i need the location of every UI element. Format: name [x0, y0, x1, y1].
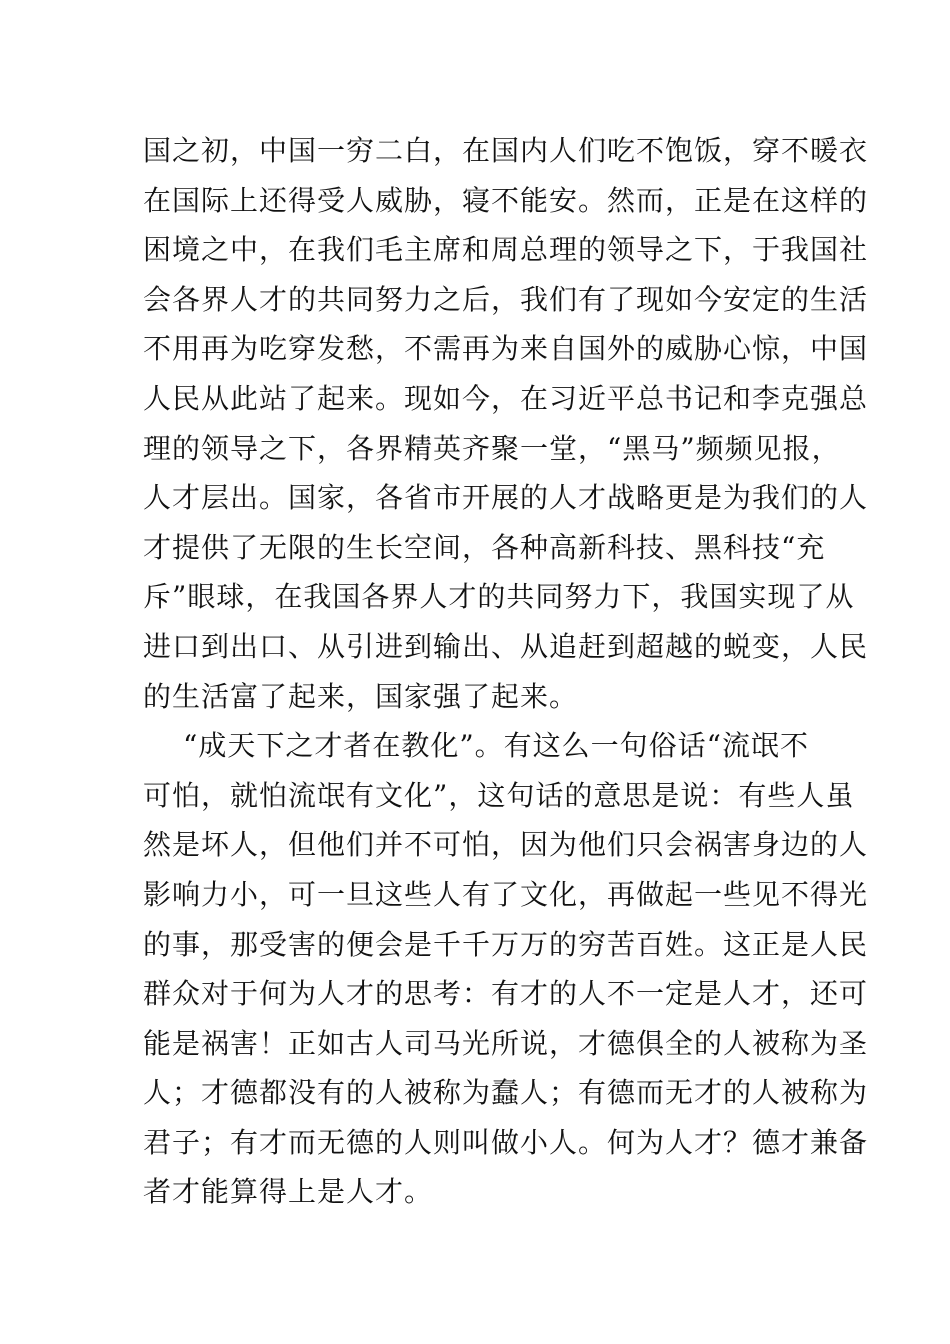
text-line: 者才能算得上是人才。 [143, 1175, 434, 1209]
text-line: 人；才德都没有的人被称为蠢人；有德而无才的人被称为 [143, 1076, 869, 1110]
text-line: 会各界人才的共同努力之后，我们有了现如今安定的生活 [143, 282, 869, 316]
body-text [143, 126, 869, 1217]
text-line: 可怕，就怕流氓有文化”，这句话的意思是说：有些人虽 [143, 778, 855, 812]
text-line: 人民从此站了起来。现如今，在习近平总书记和李克强总 [143, 381, 869, 415]
text-line: 斥”眼球，在我国各界人才的共同努力下，我国实现了从 [143, 580, 855, 614]
text-line: 能是祸害！正如古人司马光所说，才德俱全的人被称为圣 [143, 1026, 869, 1060]
text-line: 然是坏人，但他们并不可怕，因为他们只会祸害身边的人 [143, 828, 869, 862]
text-line: 困境之中，在我们毛主席和周总理的领导之下，于我国社 [143, 233, 869, 267]
text-line: 的生活富了起来，国家强了起来。 [143, 679, 579, 713]
text-line: 理的领导之下，各界精英齐聚一堂，“黑马”频频见报， [143, 431, 841, 465]
text-line: 才提供了无限的生长空间，各种高新科技、黑科技“充 [143, 530, 826, 564]
text-line: 群众对于何为人才的思考：有才的人不一定是人才，还可 [143, 977, 869, 1011]
text-line: 进口到出口、从引进到输出、从追赶到超越的蜕变，人民 [143, 629, 869, 663]
text-line: 不用再为吃穿发愁，不需再为来自国外的威胁心惊，中国 [143, 332, 869, 366]
text-line: 的事，那受害的便会是千千万万的穷苦百姓。这正是人民 [143, 927, 869, 961]
text-line: 国之初，中国一穷二白，在国内人们吃不饱饭，穿不暖衣 [143, 134, 869, 167]
paragraph-start-line: “成天下之才者在教化”。有这么一句俗话“流氓不 [183, 729, 809, 763]
text-line: 人才层出。国家，各省市开展的人才战略更是为我们的人 [143, 481, 869, 515]
text-line: 影响力小，可一旦这些人有了文化，再做起一些见不得光 [143, 877, 869, 911]
text-line: 在国际上还得受人威胁，寝不能安。然而，正是在这样的 [143, 183, 869, 217]
text-line: 君子；有才而无德的人则叫做小人。何为人才？德才兼备 [143, 1125, 869, 1159]
